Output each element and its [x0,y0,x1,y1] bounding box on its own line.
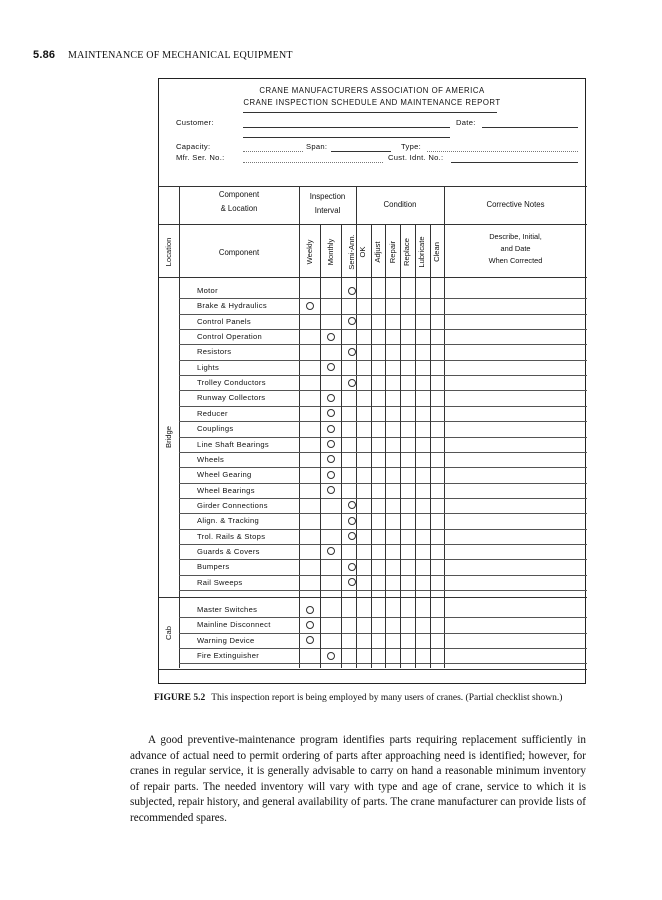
interval-check-circle[interactable] [306,621,314,629]
row-rule [179,452,587,453]
figure-caption [154,693,562,703]
component-label: Align. & Tracking [197,516,260,526]
customer-label: Customer: [176,118,214,127]
section-divider [159,597,587,598]
condition-col-divider [415,224,416,668]
row-rule [179,663,587,664]
interval-check-circle[interactable] [327,425,335,433]
interval-col-label: Weekly [304,239,314,265]
notes-line1: Describe, Initial, [489,232,542,241]
interval-check-circle[interactable] [327,547,335,555]
interval-check-circle[interactable] [348,379,356,387]
span-field[interactable] [331,151,391,152]
mfr-ser-no-field[interactable] [243,162,383,163]
component-label: Resistors [197,347,232,357]
figure-caption-text: This inspection report is being employed by many users of cranes. (Partial checklist shown.) [211,693,563,703]
row-rule [179,360,587,361]
row-rule [179,559,587,560]
component-label: Brake & Hydraulics [197,301,267,311]
interval-check-circle[interactable] [306,636,314,644]
date-field[interactable] [482,127,578,128]
interval-check-circle[interactable] [327,363,335,371]
interval-col-label: Monthly [325,238,335,266]
capacity-label: Capacity: [176,142,211,151]
cust-idnt-no-field[interactable] [451,162,578,163]
component-label: Girder Connections [197,500,268,510]
running-head [33,49,293,61]
condition-col-label: Clean [431,242,441,262]
row-rule [179,590,587,591]
condition-col-divider [400,224,401,668]
component-label: Control Panels [197,316,252,326]
location-label: Bridge [164,425,173,448]
component-label: Line Shaft Bearings [197,439,269,449]
hdr-component: Component [218,248,260,257]
span-label: Span: [306,142,328,151]
interval-check-circle[interactable] [348,501,356,509]
crane-inspection-form [158,78,586,684]
interval-check-circle[interactable] [348,563,356,571]
grid-bottom-rule [159,669,587,670]
interval-check-circle[interactable] [327,652,335,660]
hdr-corrective-notes: Corrective Notes [486,200,545,209]
interval-col-divider [341,224,342,668]
condition-col-divider [385,224,386,668]
component-label: Runway Collectors [197,393,266,403]
component-label: Fire Extinguisher [197,651,260,661]
body-paragraph: A good preventive-maintenance program identifies parts requiring replacement sufficiently in advance of actual need to permit ordering of parts after approaching need is identified; however, for cranes in regular service, it is generally advisable to carry on hand a reasonable minimum inventory of repair parts. The needed inventory will vary with type and age of crane, service to which it is subjected, repair history, and general availability of parts. The crane manufacturer can provide lists of recommended spares. [130,734,586,824]
interval-check-circle[interactable] [327,333,335,341]
component-label: Warning Device [197,635,255,645]
interval-check-circle[interactable] [348,517,356,525]
component-label: Wheel Bearings [197,485,255,495]
condition-col-divider [371,224,372,668]
component-label: Master Switches [197,605,258,614]
hdr-component-location-line1: Component [218,190,260,199]
row-rule [179,344,587,345]
date-label: Date: [456,118,476,127]
grid-header-rule [159,224,587,225]
type-field[interactable] [427,151,578,152]
condition-col-label: OK [358,246,368,258]
hdr-component-location-line2: & Location [220,204,258,213]
interval-check-circle[interactable] [327,440,335,448]
component-col-rule [299,186,300,668]
row-rule [179,406,587,407]
form-title-line2: CRANE INSPECTION SCHEDULE AND MAINTENANCE REPORT [243,98,501,107]
component-label: Couplings [197,424,234,434]
grid-subheader-rule [159,277,587,278]
hdr-condition: Condition [383,200,417,209]
form-title-line1: CRANE MANUFACTURERS ASSOCIATION OF AMERICA [259,86,485,95]
component-label: Lights [197,362,220,372]
condition-col-label: Adjust [373,241,383,263]
figure-label: FIGURE 5.2 [154,693,206,703]
interval-check-circle[interactable] [327,471,335,479]
component-label: Guards & Covers [197,546,260,556]
interval-check-circle[interactable] [327,394,335,402]
condition-col-label: Lubricate [417,236,427,268]
component-label: Motor [197,286,218,295]
title-underline [243,112,497,113]
notes-line3: When Corrected [488,256,543,265]
row-rule [179,421,587,422]
component-label: Trol. Rails & Stops [197,531,266,541]
condition-col-divider [430,224,431,668]
hdr-inspection-interval [299,190,356,218]
location-label: Cab [164,625,173,640]
hdr-component-location [179,188,299,216]
condition-col-label: Repair [387,240,397,264]
notes-line2: and Date [500,244,531,253]
interval-check-circle[interactable] [327,409,335,417]
interval-check-circle[interactable] [348,287,356,295]
interval-check-circle[interactable] [348,317,356,325]
component-label: Rail Sweeps [197,577,243,587]
component-label: Bumpers [197,562,230,572]
customer-field[interactable] [243,127,450,128]
interval-col-label: Semi-Ann. [346,234,356,270]
interval-check-circle[interactable] [348,348,356,356]
interval-check-circle[interactable] [348,578,356,586]
component-label: Wheel Gearing [197,470,252,480]
component-label: Trolley Conductors [197,378,266,388]
component-label: Control Operation [197,332,263,342]
interval-check-circle[interactable] [327,455,335,463]
hdr-location: Location [164,237,173,267]
condition-col-label: Replace [402,238,412,266]
interval-check-circle[interactable] [306,302,314,310]
interval-check-circle[interactable] [306,606,314,614]
hdr-inspection-interval-line1: Inspection [309,192,346,201]
component-label: Reducer [197,408,228,418]
component-label: Wheels [197,454,225,464]
hdr-inspection-interval-line2: Interval [314,206,341,215]
interval-check-circle[interactable] [348,532,356,540]
interval-col-divider [320,224,321,668]
running-title: MAINTENANCE OF MECHANICAL EQUIPMENT [68,50,293,61]
cust-idnt-no-label: Cust. Idnt. No.: [388,153,444,162]
type-label: Type: [401,142,422,151]
hdr-notes-instructions [444,231,587,267]
interval-check-circle[interactable] [327,486,335,494]
grid-top-rule [159,186,587,187]
customer-field-line2[interactable] [243,137,450,138]
capacity-field[interactable] [243,151,303,152]
mfr-ser-no-label: Mfr. Ser. No.: [176,153,225,162]
page-number: 5.86 [33,49,56,61]
component-label: Mainline Disconnect [197,620,271,630]
